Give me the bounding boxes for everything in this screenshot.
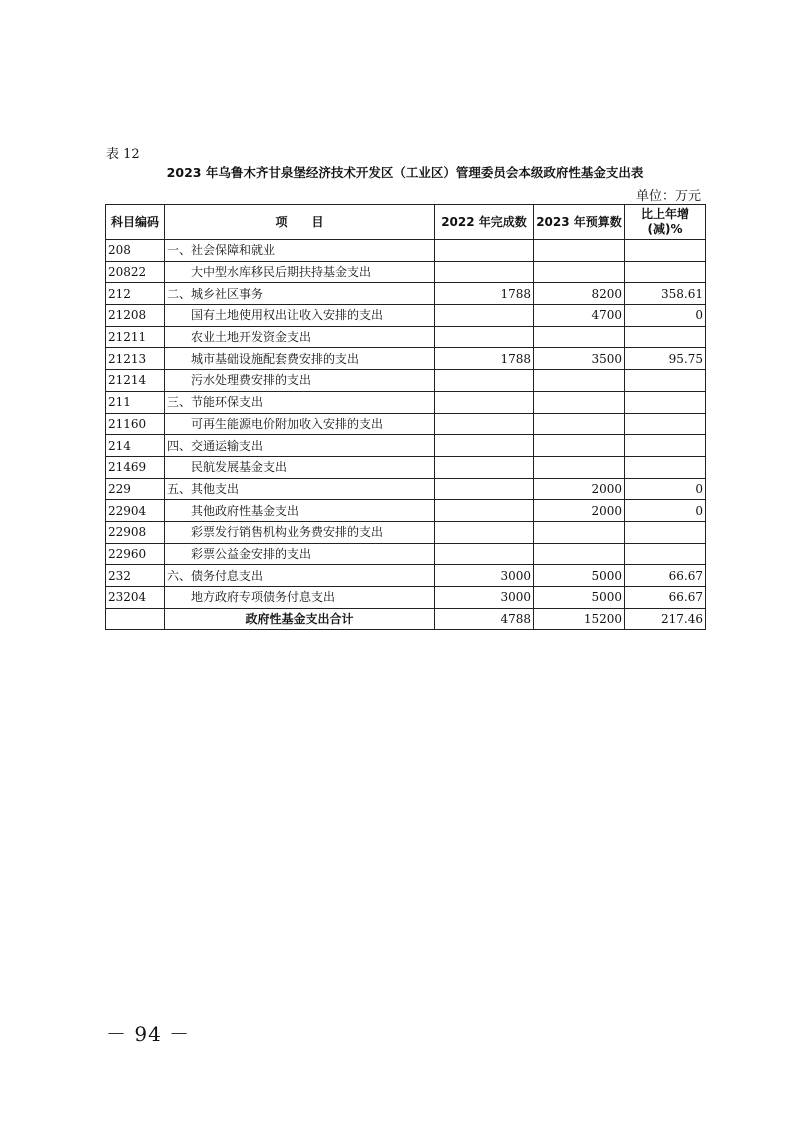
row-2023-budget: 4700 (534, 305, 625, 327)
table-row (106, 305, 706, 327)
row-change-percent (625, 370, 706, 392)
row-2023-budget (534, 391, 625, 413)
row-2023-budget (534, 413, 625, 435)
row-2023-budget: 8200 (534, 283, 625, 305)
table-row (106, 521, 706, 543)
row-change-percent (625, 391, 706, 413)
row-2023-budget: 2000 (534, 478, 625, 500)
table-row (106, 565, 706, 587)
row-2022-actual (435, 261, 534, 283)
row-2022-actual: 1788 (435, 348, 534, 370)
row-item-name: 二、城乡社区事务 (165, 283, 435, 305)
table-row (106, 261, 706, 283)
total-2023-budget: 15200 (534, 608, 625, 630)
table-row (106, 587, 706, 609)
row-2023-budget (534, 261, 625, 283)
row-item-name: 大中型水库移民后期扶持基金支出 (165, 261, 435, 283)
row-code: 22904 (106, 500, 165, 522)
row-2023-budget: 2000 (534, 500, 625, 522)
row-change-percent (625, 543, 706, 565)
table-row (106, 435, 706, 457)
row-code: 21213 (106, 348, 165, 370)
row-2023-budget (534, 521, 625, 543)
header-code: 科目编码 (106, 205, 165, 240)
header-2023-budget: 2023 年预算数 (534, 205, 625, 240)
row-item-name: 彩票发行销售机构业务费安排的支出 (165, 521, 435, 543)
row-2022-actual (435, 500, 534, 522)
row-code: 211 (106, 391, 165, 413)
table-row (106, 283, 706, 305)
row-2022-actual (435, 370, 534, 392)
table-row (106, 413, 706, 435)
row-2023-budget: 5000 (534, 587, 625, 609)
row-code: 229 (106, 478, 165, 500)
row-item-name: 城市基础设施配套费安排的支出 (165, 348, 435, 370)
row-code: 21214 (106, 370, 165, 392)
table-row (106, 478, 706, 500)
page-number: － 94 － (106, 1022, 191, 1046)
row-2023-budget: 5000 (534, 565, 625, 587)
row-change-percent: 0 (625, 478, 706, 500)
row-change-percent (625, 413, 706, 435)
row-2023-budget (534, 456, 625, 478)
header-change-percent (625, 205, 706, 240)
total-code (106, 608, 165, 630)
row-code: 21211 (106, 326, 165, 348)
row-2022-actual (435, 240, 534, 262)
table-row (106, 500, 706, 522)
row-change-percent: 66.67 (625, 587, 706, 609)
row-change-percent (625, 435, 706, 457)
row-item-name: 地方政府专项债务付息支出 (165, 587, 435, 609)
row-code: 22908 (106, 521, 165, 543)
row-change-percent (625, 326, 706, 348)
table-label: 表 12 (106, 147, 140, 162)
row-2022-actual: 1788 (435, 283, 534, 305)
row-change-percent (625, 521, 706, 543)
row-2022-actual: 3000 (435, 565, 534, 587)
row-item-name: 污水处理费安排的支出 (165, 370, 435, 392)
row-code: 208 (106, 240, 165, 262)
header-change-line1: 比上年增 (640, 207, 689, 221)
row-change-percent: 95.75 (625, 348, 706, 370)
row-item-name: 五、其他支出 (165, 478, 435, 500)
row-item-name: 农业土地开发资金支出 (165, 326, 435, 348)
row-item-name: 三、节能环保支出 (165, 391, 435, 413)
row-2023-budget (534, 370, 625, 392)
row-2022-actual (435, 326, 534, 348)
table-row (106, 391, 706, 413)
row-item-name: 一、社会保障和就业 (165, 240, 435, 262)
row-item-name: 其他政府性基金支出 (165, 500, 435, 522)
unit-label: 单位：万元 (635, 189, 701, 204)
row-item-name: 四、交通运输支出 (165, 435, 435, 457)
header-2022-actual: 2022 年完成数 (435, 205, 534, 240)
row-2023-budget: 3500 (534, 348, 625, 370)
row-item-name: 国有土地使用权出让收入安排的支出 (165, 305, 435, 327)
row-2022-actual (435, 435, 534, 457)
row-2022-actual (435, 305, 534, 327)
row-change-percent: 358.61 (625, 283, 706, 305)
row-item-name: 彩票公益金安排的支出 (165, 543, 435, 565)
row-code: 232 (106, 565, 165, 587)
row-2023-budget (534, 435, 625, 457)
row-change-percent (625, 261, 706, 283)
row-code: 23204 (106, 587, 165, 609)
row-change-percent: 66.67 (625, 565, 706, 587)
row-2022-actual (435, 543, 534, 565)
row-2023-budget (534, 240, 625, 262)
table-row (106, 456, 706, 478)
total-2022-actual: 4788 (435, 608, 534, 630)
row-item-name: 可再生能源电价附加收入安排的支出 (165, 413, 435, 435)
row-code: 21208 (106, 305, 165, 327)
row-2023-budget (534, 543, 625, 565)
table-row (106, 370, 706, 392)
row-item-name: 民航发展基金支出 (165, 456, 435, 478)
row-code: 214 (106, 435, 165, 457)
table-row (106, 543, 706, 565)
header-change-line2: (减)% (647, 222, 683, 236)
fund-expenditure-table (105, 204, 706, 630)
header-item: 项 目 (165, 205, 435, 240)
row-item-name: 六、债务付息支出 (165, 565, 435, 587)
row-code: 21160 (106, 413, 165, 435)
row-2022-actual (435, 521, 534, 543)
row-2022-actual (435, 391, 534, 413)
table-title: 2023 年乌鲁木齐甘泉堡经济技术开发区（工业区）管理委员会本级政府性基金支出表 (166, 165, 644, 180)
total-row (106, 608, 706, 630)
table-row (106, 240, 706, 262)
row-2022-actual: 3000 (435, 587, 534, 609)
row-2023-budget (534, 326, 625, 348)
table-header-row (106, 205, 706, 240)
row-2022-actual (435, 478, 534, 500)
row-change-percent (625, 240, 706, 262)
row-change-percent (625, 456, 706, 478)
row-2022-actual (435, 456, 534, 478)
row-change-percent: 0 (625, 500, 706, 522)
total-label: 政府性基金支出合计 (165, 608, 435, 630)
row-code: 20822 (106, 261, 165, 283)
row-2022-actual (435, 413, 534, 435)
row-change-percent: 0 (625, 305, 706, 327)
table-row (106, 348, 706, 370)
row-code: 22960 (106, 543, 165, 565)
row-code: 21469 (106, 456, 165, 478)
table-row (106, 326, 706, 348)
row-code: 212 (106, 283, 165, 305)
total-change-percent: 217.46 (625, 608, 706, 630)
